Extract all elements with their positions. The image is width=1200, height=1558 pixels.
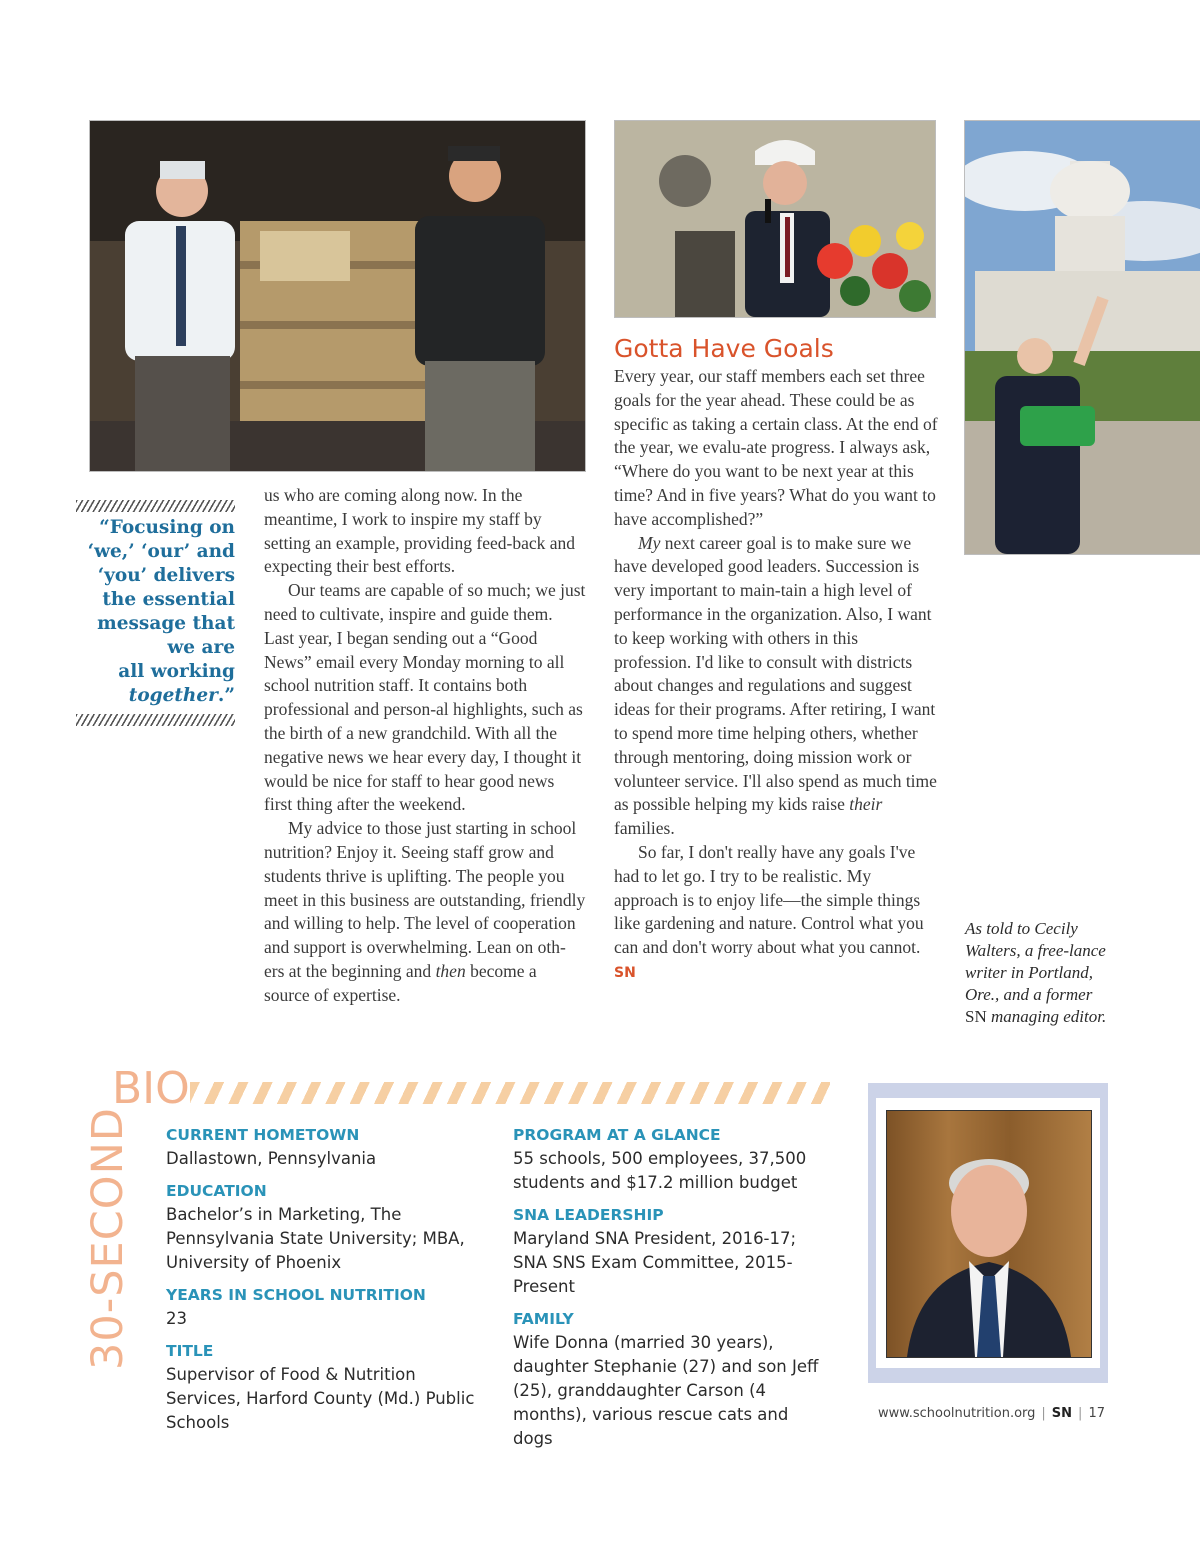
bio-stripe	[190, 1082, 830, 1104]
text: So far, I don't really have any goals I've had to let go. I try to be realistic. My approach is to enjoy life—the simple things like gardening and nature. Control what you can and don't worry about what you cannot.	[614, 841, 924, 958]
paragraph	[264, 817, 586, 1007]
pullquote	[70, 516, 235, 708]
pullquote-line: we are	[167, 637, 235, 658]
capitol-photo	[964, 120, 1200, 555]
pullquote-rule-top	[76, 500, 235, 512]
credit-text: As told to Cecily Walters, a free-lance writer in Portland, Ore., and a former	[965, 919, 1106, 1004]
pullquote-line: ‘we,’ ‘our’ and	[87, 541, 235, 562]
article-column-2	[614, 365, 939, 986]
bio-value: 23	[166, 1309, 187, 1328]
bio-heading: CURRENT HOMETOWN	[166, 1126, 360, 1144]
bio-heading: FAMILY	[513, 1310, 574, 1328]
text: become a source of expertise.	[264, 960, 537, 1005]
bio-value: Bachelor’s in Marketing, The Pennsylvania State University; MBA, University of Phoenix	[166, 1205, 465, 1272]
paragraph: Our teams are capable of so much; we just need to cultivate, inspire and guide them. Last year, I began sending out a “Good News” email every Monday morning to all school nutrition staff. It contains both professional and person-al highlights, such as the birth of a new grandchild. With all the negative news we hear every day, I thought it would be nice for staff to hear good news first thing after the weekend.	[264, 580, 586, 815]
bio-heading: YEARS IN SCHOOL NUTRITION	[166, 1286, 426, 1304]
credit-publication: SN	[965, 1007, 987, 1026]
text: My advice to those just starting in school nutrition? Enjoy it. Seeing staff grow and students thrive is uplifting. The people you meet in this business are outstanding, friendly and willing to help. The level of cooperation and support is overwhelming. Lean on oth-ers at the beginning and	[264, 818, 586, 981]
bio-vertical-label: 30-SECOND	[83, 1107, 133, 1370]
bio-value: Dallastown, Pennsylvania	[166, 1149, 377, 1168]
paragraph	[614, 841, 939, 986]
bio-item	[166, 1125, 476, 1171]
pullquote-rule-bottom	[76, 714, 235, 726]
end-mark: SN	[614, 964, 636, 981]
footer-url[interactable]: www.schoolnutrition.org	[878, 1406, 1036, 1421]
bio-value: 55 schools, 500 employees, 37,500 students and $17.2 million budget	[513, 1149, 807, 1192]
bio-item	[166, 1181, 476, 1275]
pullquote-text: all working	[118, 661, 235, 682]
page-footer	[878, 1406, 1105, 1421]
bio-item	[166, 1285, 476, 1331]
bio-value: Wife Donna (married 30 years), daughter Stephanie (27) and son Jeff (25), granddaughter Carson (4 months), various rescue cats and dogs	[513, 1333, 819, 1448]
page-number: 17	[1088, 1406, 1105, 1421]
article-column-1	[264, 484, 586, 1008]
text: families.	[614, 818, 675, 839]
emphasis: their	[849, 794, 883, 815]
bio-item	[513, 1205, 833, 1299]
pullquote-emphasis: together	[128, 685, 218, 706]
pullquote-line	[70, 684, 235, 708]
text: next career goal is to make sure we have developed good leaders. Succession is very important to main-tain a high level of performance in the organization. Also, I want to keep working with others in this profession. I'd like to consult with districts about changes and regulations and suggest ideas for their programs. After retiring, I want to spend more time helping others, whether through mentoring, doing mission work or volunteer service. I'll also spend as much time as possible helping my kids raise	[614, 532, 937, 815]
portrait-photo	[886, 1110, 1092, 1358]
warehouse-photo	[89, 120, 586, 472]
pullquote-line: message that	[97, 613, 235, 634]
bio-label: BIO	[112, 1063, 190, 1114]
section-heading: Gotta Have Goals	[614, 334, 834, 363]
pullquote-line: “Focusing on	[99, 517, 235, 538]
emphasis: then	[435, 960, 466, 981]
pullquote-text: .”	[217, 685, 235, 706]
paragraph: Every year, our staff members each set three goals for the year ahead. These could be as specific as taking a certain class. At the end of the year, we evalu-ate progress. I always ask, “Where do you want to be next year at this time? And in five years? What do you want to have accomplished?”	[614, 366, 938, 529]
paragraph	[614, 532, 939, 841]
bio-heading: SNA LEADERSHIP	[513, 1206, 664, 1224]
bio-item	[513, 1309, 833, 1451]
speaker-photo	[614, 120, 936, 318]
pullquote-line	[70, 660, 235, 684]
footer-divider: |	[1078, 1406, 1083, 1421]
bio-item	[513, 1125, 833, 1195]
pullquote-line: ‘you’ delivers	[97, 565, 235, 586]
emphasis: My	[638, 532, 661, 553]
bio-value: Supervisor of Food & Nutrition Services, Harford County (Md.) Public Schools	[166, 1365, 475, 1432]
credit-text: managing editor.	[986, 1007, 1107, 1026]
footer-divider: |	[1041, 1406, 1046, 1421]
bio-value: Maryland SNA President, 2016-17; SNA SNS Exam Committee, 2015-Present	[513, 1229, 797, 1296]
pullquote-line: the essential	[102, 589, 235, 610]
bio-heading: EDUCATION	[166, 1182, 267, 1200]
author-credit	[965, 918, 1115, 1028]
bio-right-column	[513, 1125, 833, 1461]
bio-heading: TITLE	[166, 1342, 214, 1360]
paragraph: us who are coming along now. In the meantime, I work to inspire my staff by setting an example, providing feed-back and expecting their best efforts.	[264, 485, 576, 577]
bio-item	[166, 1341, 476, 1435]
bio-heading: PROGRAM AT A GLANCE	[513, 1126, 721, 1144]
footer-brand: SN	[1051, 1406, 1073, 1421]
bio-left-column	[166, 1125, 476, 1445]
